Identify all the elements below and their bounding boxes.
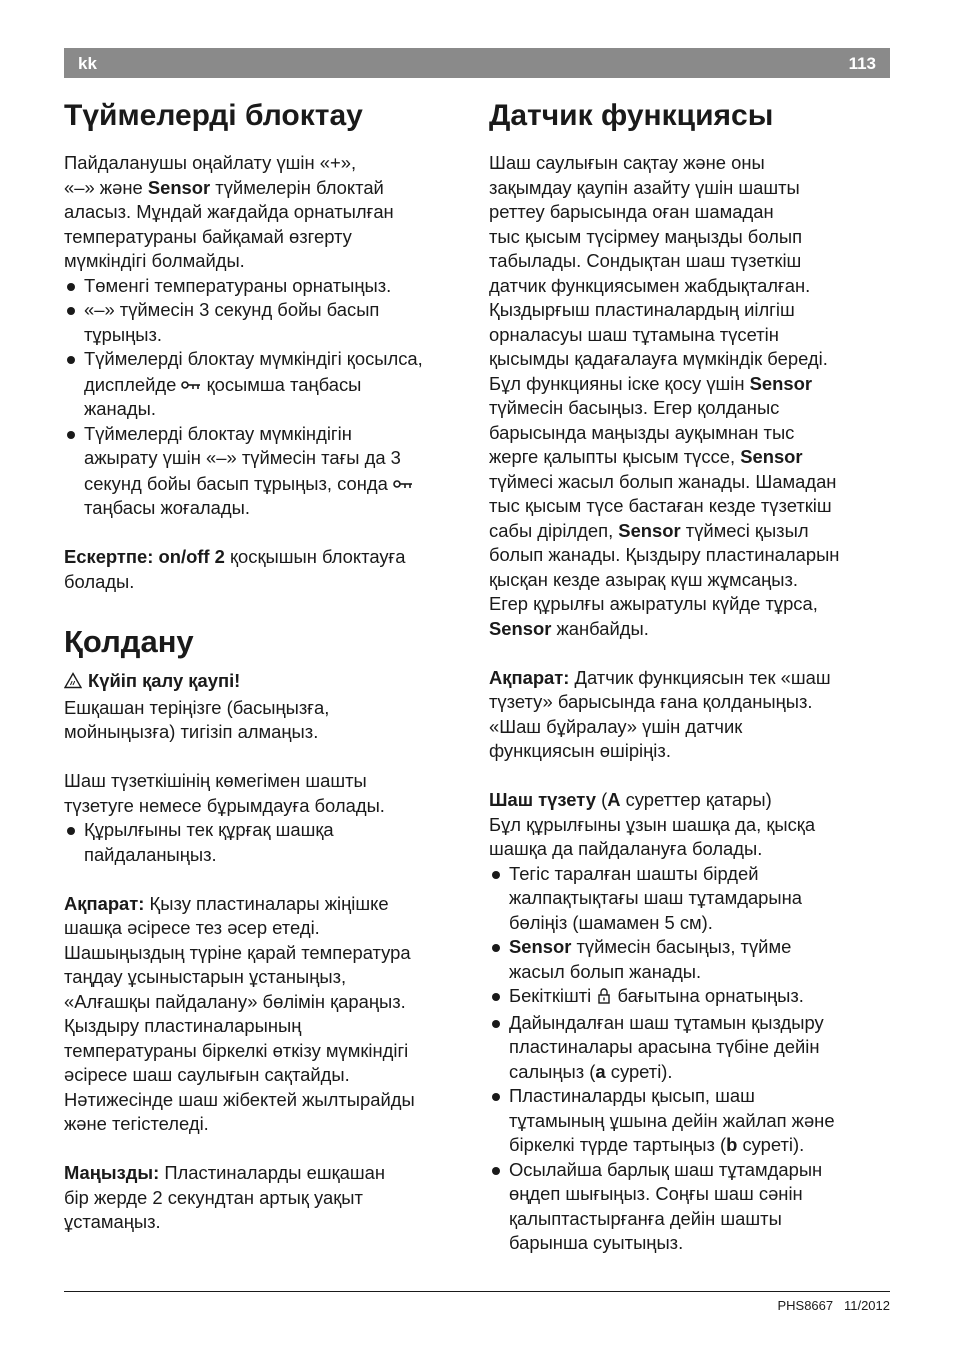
key-icon: [393, 471, 413, 496]
list-item: Sensor түймесін басыңыз, түйме жасыл болып жанады.: [489, 935, 884, 984]
page-header-bar: [64, 48, 890, 78]
list-item: Осылайша барлық шаш тұтамдарын өңдеп шығыңыз. Соңғы шаш сәнін қалыптастырғанға дейін шашты барынша суытыңыз.: [489, 1158, 884, 1256]
info-line: «Шаш бұйралау» үшін датчик: [489, 715, 743, 737]
key-icon: [181, 372, 201, 397]
sensor-line: жерге қалыпты қысым түссе, Sensor: [489, 446, 803, 467]
heading-usage: Қолдану: [64, 624, 194, 659]
language-code: kk: [78, 54, 97, 73]
warning-icon: [64, 671, 82, 696]
heading-button-lock: Түймелерді блоктау: [64, 99, 363, 132]
list-item: Дайындалған шаш тұтамын қыздыру пластиналары арасына түбіне дейін салыңыз (a суреті).: [489, 1011, 884, 1085]
info-line: шашқа әсіресе тез әсер етеді.: [64, 917, 320, 938]
warning-line: мойныңызға) тигізіп алмаңыз.: [64, 721, 319, 742]
sensor-line: датчик функциясымен жабдықталған.: [489, 274, 811, 296]
info-line: таңдау ұсыныстарын ұстаныңыз,: [64, 966, 347, 987]
lock-paragraph-line: Пайдаланушы оңайлату үшін «+»,: [64, 152, 357, 173]
sensor-line: барысында маңызды ауқымнан тыс: [489, 421, 795, 443]
left-column: [64, 96, 469, 1235]
sensor-line: Бұл функцияны іске қосу үшін Sensor: [489, 372, 812, 394]
sensor-line: түймесі жасыл болып жанады. Шамадан: [489, 470, 837, 492]
usage-list: [64, 818, 469, 867]
list-item: Төменгі температураны орнатыңыз.: [64, 274, 469, 299]
page-number: 113: [848, 54, 876, 73]
straightening-line: Бұл құрылғыны ұзын шашқа да, қысқа: [489, 813, 816, 835]
usage-line: Шаш түзеткішінің көмегімен шашты: [64, 770, 367, 791]
info-line: Ақпарат: Қызу пластиналары жіңішке: [64, 892, 389, 914]
sensor-line: табылады. Сондықтан шаш түзеткіш: [489, 250, 802, 271]
model-number: PHS8667: [777, 1298, 834, 1313]
list-item: Бекіткішті бағытына орнатыңыз.: [489, 984, 884, 1011]
straightening-steps-list: [489, 862, 884, 1256]
info-line: Қыздыру пластиналарының: [64, 1015, 302, 1036]
info-line: Нәтижесінде шаш жібектей жылтырайды: [64, 1088, 415, 1110]
important-line: бір жерде 2 секундтан артық уақыт: [64, 1186, 363, 1208]
heading-sensor-function: Датчик функциясы: [489, 99, 774, 132]
lock-paragraph-line: мүмкіндігі болмайды.: [64, 250, 245, 271]
info-line: «Алғашқы пайдалану» бөлімін қараңыз.: [64, 990, 406, 1012]
info-line: Шашыңыздың түріне қарай температура: [64, 941, 411, 963]
usage-line: түзетуге немесе бұрымдауға болады.: [64, 794, 385, 816]
footer-divider: [64, 1291, 890, 1292]
info-line: және тегістеледі.: [64, 1113, 209, 1134]
sensor-line: тыс қысым түсірмеу маңызды болып: [489, 225, 803, 247]
lock-steps-list: [64, 274, 469, 521]
sensor-line: Шаш саулығын сақтау және оны: [489, 152, 765, 173]
lock-paragraph-line: аласыз. Мұндай жағдайда орнатылған: [64, 201, 394, 222]
note-line: болады.: [64, 570, 135, 592]
sensor-line: болып жанады. Қыздыру пластиналарын: [489, 544, 840, 565]
warning-title: Күйіп қалу қаупі!: [64, 669, 469, 696]
sensor-line: орналасуы шаш тұтамына түсетін: [489, 323, 779, 345]
sensor-line: түймесін басыңыз. Егер қолданыс: [489, 397, 780, 418]
lock-paragraph-line: температураны байқамай өзгерту: [64, 225, 352, 247]
list-item: Түймелерді блоктау мүмкіндігін ажырату үшін «–» түймесін тағы да 3 секунд бойы басып тұрыңыз, сонда таңбасы жоғалады.: [64, 422, 469, 521]
info-line: температураны біркелкі өткізу мүмкіндігі: [64, 1039, 409, 1061]
list-item: Түймелерді блоктау мүмкіндігі қосылса, дисплейде қосымша таңбасы жанады.: [64, 347, 469, 422]
publication-date: 11/2012: [843, 1298, 890, 1313]
list-item: Пластиналарды қысып, шаш тұтамының ұшына дейін жайлап және біркелкі түрде тартыңыз (b суреті).: [489, 1084, 884, 1158]
sensor-line: қысқан кезде азырақ күш жұмсаңыз.: [489, 568, 799, 590]
sensor-line: Sensor жанбайды.: [489, 617, 649, 639]
info-line: функциясын өшіріңіз.: [489, 740, 671, 761]
list-item: Құрылғыны тек құрғақ шашқа пайдаланыңыз.: [64, 818, 469, 867]
note-line: Ескертпе: on/off 2 қосқышын блоктауға: [64, 546, 406, 567]
straightening-title: Шаш түзету (A суреттер қатары): [489, 789, 772, 810]
sensor-line: Қыздырғыш пластиналардың иілгіш: [489, 299, 795, 320]
lock-paragraph-line: «–» және Sensor түймелерін блоктай: [64, 176, 384, 198]
important-line: ұстамаңыз.: [64, 1211, 161, 1232]
warning-line: Ешқашан теріңізге (басыңызға,: [64, 696, 330, 718]
sensor-line: реттеу барысында оған шамадан: [489, 201, 774, 222]
sensor-line: қысымды қадағалауға мүмкіндік береді.: [489, 348, 828, 369]
info-line: түзету» барысында ғана қолданыңыз.: [489, 691, 813, 712]
sensor-line: сабы дірілдеп, Sensor түймесі қызыл: [489, 519, 809, 541]
info-line: әсіресе шаш саулығын сақтайды.: [64, 1064, 350, 1085]
footer: [777, 1298, 890, 1313]
important-line: Маңызды: Пластиналарды ешқашан: [64, 1162, 386, 1183]
straightening-line: шашқа да пайдалануға болады.: [489, 838, 763, 859]
info-line: Ақпарат: Датчик функциясын тек «шаш: [489, 666, 831, 688]
list-item: «–» түймесін 3 секунд бойы басып тұрыңыз.: [64, 298, 469, 347]
list-item: Тегіс таралған шашты бірдей жалпақтықтағы шаш тұтамдарына бөліңіз (шамамен 5 см).: [489, 862, 884, 936]
unlock-icon: [598, 986, 610, 1011]
sensor-line: тыс қысым түсе бастаған кезде түзеткіш: [489, 495, 832, 516]
sensor-line: Егер құрылғы ажыратулы күйде тұрса,: [489, 593, 818, 614]
right-column: [489, 96, 884, 1256]
sensor-line: зақымдау қаупін азайту үшін шашты: [489, 176, 800, 198]
